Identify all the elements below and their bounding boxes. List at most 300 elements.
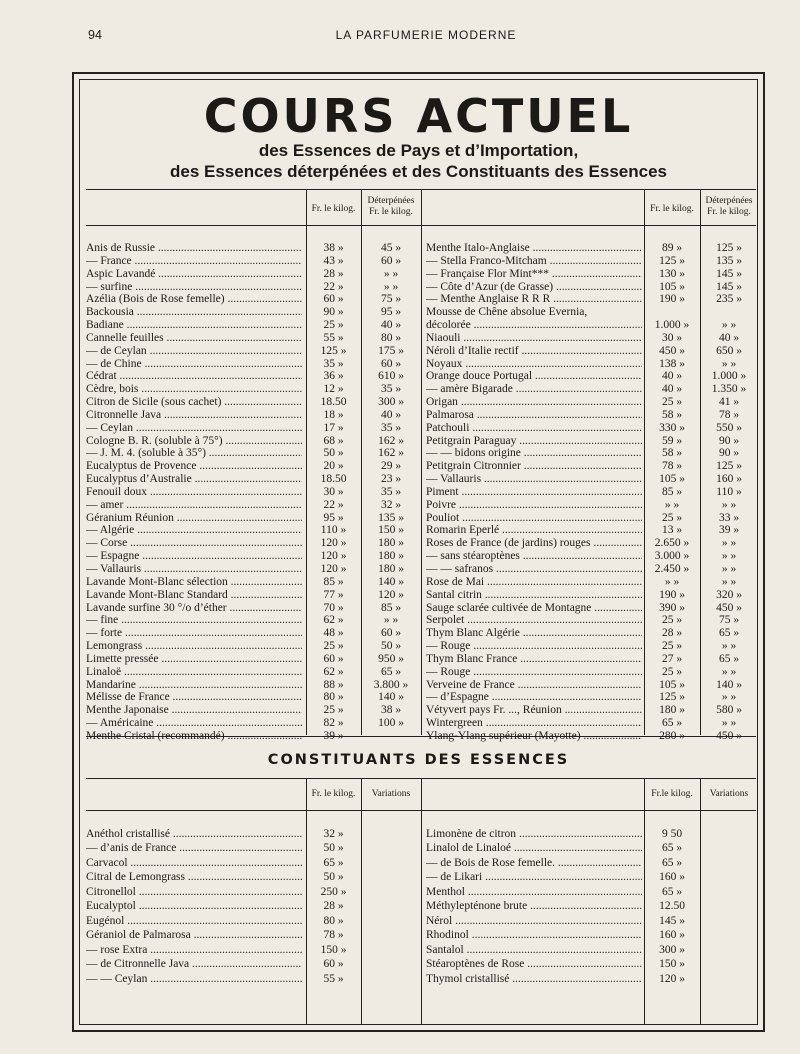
- item-deterpenated-price: 550 »: [716, 421, 742, 434]
- item-price: 40 »: [661, 370, 683, 383]
- item-deterpenated-price: 125 »: [716, 242, 742, 254]
- item-deterpenated-price: 160 »: [716, 473, 742, 486]
- item-deterpenated-price: 23 »: [380, 473, 402, 486]
- item-name: — Algérie .....: [86, 523, 302, 537]
- item-price: 90 »: [323, 306, 344, 319]
- col-header-price: Fr. le kilog.: [650, 204, 694, 214]
- item-name: Mélisse de France .....: [86, 690, 302, 704]
- item-price: 25 »: [661, 511, 683, 524]
- item-price: » »: [664, 498, 680, 511]
- table-row: [86, 928, 361, 942]
- item-name: décolorée .....: [426, 318, 642, 332]
- item-deterpenated-price: 35 »: [380, 383, 402, 396]
- item-deterpenated-price: 85 »: [380, 601, 402, 614]
- item-price: 2.650 »: [654, 537, 690, 550]
- item-deterpenated-price: » »: [721, 498, 737, 511]
- item-name: — Rouge .....: [426, 639, 642, 653]
- table-row: [86, 885, 361, 899]
- item-price: 105 »: [659, 280, 685, 293]
- item-name: — Corse .....: [86, 536, 302, 550]
- item-price: 88 »: [323, 678, 344, 691]
- item-deterpenated-price: 40 »: [718, 331, 740, 344]
- item-price: 25 »: [323, 640, 344, 653]
- item-name: Nérol .....: [426, 914, 642, 928]
- item-price: 35 »: [323, 357, 344, 370]
- item-deterpenated-price: 950 »: [378, 652, 404, 665]
- main-title: COURS ACTUEL: [203, 89, 634, 143]
- item-name: — Vallauris .....: [86, 562, 302, 576]
- item-name: Géraniol de Palmarosa .....: [86, 928, 302, 942]
- table-row: [426, 856, 700, 870]
- item-name: Serpolet .....: [426, 613, 642, 627]
- item-price: 60 »: [323, 652, 344, 665]
- item-deterpenated-price: 135 »: [716, 254, 742, 267]
- item-price: 85 »: [661, 485, 683, 498]
- item-price: 65 »: [323, 856, 344, 869]
- item-name: Carvacol .....: [86, 856, 302, 870]
- item-name: Azélia (Bois de Rose femelle) .....: [86, 292, 302, 306]
- item-name: Eucalyptus de Provence .....: [86, 459, 302, 473]
- item-name: Lavande surfine 30 °/o d’éther .....: [86, 601, 302, 615]
- table-row: [86, 827, 361, 841]
- item-name: — de Citronnelle Java .....: [86, 957, 302, 971]
- constituants-title: CONSTITUANTS DES ESSENCES: [267, 752, 570, 768]
- table-row: [426, 972, 700, 986]
- col-divider: [361, 778, 362, 1024]
- item-name: Thymol cristallisé .....: [426, 972, 642, 986]
- item-price: 25 »: [661, 640, 683, 653]
- item-name: Niaouli .....: [426, 331, 642, 345]
- item-deterpenated-price: 60 »: [380, 357, 402, 370]
- table-row: [86, 841, 361, 855]
- table-row: [426, 943, 700, 957]
- item-deterpenated-price: » »: [721, 550, 737, 563]
- item-deterpenated-price: 145 »: [716, 267, 742, 280]
- item-price: 25 »: [661, 614, 683, 627]
- item-deterpenated-price: 40 »: [380, 319, 402, 332]
- item-name: Aspic Lavandé .....: [86, 267, 302, 281]
- item-price: 62 »: [323, 614, 344, 627]
- item-name: Eucalyptus d’Australie .....: [86, 472, 302, 486]
- item-name: Wintergreen .....: [426, 716, 642, 730]
- item-deterpenated-price: 450 »: [716, 729, 742, 742]
- item-price: 28 »: [661, 627, 683, 640]
- item-deterpenated-price: 41 »: [718, 396, 740, 409]
- item-deterpenated-price: 125 »: [716, 460, 742, 473]
- item-deterpenated-price: » »: [721, 357, 737, 370]
- col-header-price: Fr. le kilog.: [311, 204, 356, 214]
- item-price: 50 »: [323, 842, 344, 855]
- item-deterpenated-price: 650 »: [716, 344, 742, 357]
- item-deterpenated-price: 38 »: [380, 704, 402, 717]
- item-price: 13 »: [661, 524, 683, 537]
- item-deterpenated-price: 140 »: [716, 678, 742, 691]
- item-name: Menthe Japonaise .....: [86, 703, 302, 717]
- item-name: — Ceylan .....: [86, 421, 302, 435]
- item-price: 130 »: [659, 267, 685, 280]
- item-price: 145 »: [659, 914, 685, 927]
- col-divider: [421, 189, 422, 735]
- table-row: [426, 899, 700, 913]
- item-price: 58 »: [661, 447, 683, 460]
- col-header-variations: Variations: [371, 789, 411, 799]
- item-deterpenated-price: » »: [721, 563, 737, 575]
- item-deterpenated-price: 450 »: [716, 601, 742, 614]
- item-deterpenated-price: 90 »: [718, 447, 740, 460]
- section-rule: [86, 736, 756, 737]
- item-price: 85 »: [323, 575, 344, 588]
- item-deterpenated-price: 1.000 »: [711, 370, 747, 383]
- table-row: [426, 827, 700, 841]
- item-price: 40 »: [661, 383, 683, 396]
- item-name: Origan .....: [426, 395, 642, 409]
- item-price: 32 »: [323, 828, 344, 840]
- item-name: — — Ceylan .....: [86, 972, 302, 986]
- item-deterpenated-price: 180 »: [378, 537, 404, 550]
- item-deterpenated-price: 40 »: [380, 408, 402, 421]
- item-price: 105 »: [659, 473, 685, 486]
- item-price: 125 »: [659, 691, 685, 704]
- item-deterpenated-price: » »: [721, 640, 737, 653]
- item-deterpenated-price: 140 »: [378, 575, 404, 588]
- item-name: — Côte d’Azur (de Grasse) .....: [426, 280, 642, 294]
- item-deterpenated-price: 35 »: [380, 485, 402, 498]
- item-price: 25 »: [323, 704, 344, 717]
- item-deterpenated-price: » »: [721, 319, 737, 332]
- item-price: 80 »: [323, 914, 344, 927]
- item-name: — amer .....: [86, 498, 302, 512]
- subtitle-line-2: des Essences déterpénées et des Constituants des Essences: [169, 162, 667, 181]
- item-deterpenated-price: 60 »: [380, 627, 402, 640]
- table-row: [426, 914, 700, 928]
- item-price: 80 »: [323, 691, 344, 704]
- subtitle-line-1: des Essences de Pays et d’Importation,: [258, 141, 579, 160]
- item-price: 27 »: [661, 652, 683, 665]
- col-header-variations: Variations: [709, 789, 749, 799]
- item-name: — — safranos .....: [426, 562, 642, 576]
- item-deterpenated-price: 300 »: [378, 396, 404, 409]
- item-price: 55 »: [323, 972, 344, 985]
- item-name: Noyaux .....: [426, 357, 642, 371]
- item-deterpenated-price: » »: [721, 691, 737, 704]
- item-price: 55 »: [323, 331, 344, 344]
- item-name: Ylang-Ylang supérieur (Mayotte) .....: [426, 729, 642, 743]
- item-deterpenated-price: 162 »: [378, 434, 404, 447]
- item-name: Limette pressée .....: [86, 652, 302, 666]
- item-name: Lavande Mont-Blanc Standard .....: [86, 588, 302, 602]
- col-divider: [700, 778, 701, 1024]
- page-header: [86, 28, 766, 44]
- item-deterpenated-price: » »: [721, 717, 737, 730]
- table-row: [426, 870, 700, 884]
- item-name: — Rouge .....: [426, 665, 642, 679]
- item-deterpenated-price: 120 »: [378, 588, 404, 601]
- item-name: Vétyvert pays Fr. ..., Réunion .....: [426, 703, 642, 717]
- item-price: 160 »: [659, 871, 685, 884]
- item-price: 150 »: [320, 943, 347, 956]
- item-deterpenated-price: 90 »: [718, 434, 740, 447]
- item-price: 20 »: [323, 460, 344, 473]
- table-row: [426, 841, 700, 855]
- item-deterpenated-price: 78 »: [718, 408, 740, 421]
- item-deterpenated-price: 60 »: [380, 254, 402, 267]
- item-deterpenated-price: 100 »: [378, 717, 404, 730]
- table-row: [426, 957, 700, 971]
- item-deterpenated-price: 135 »: [378, 511, 404, 524]
- item-price: 9 50: [661, 828, 683, 840]
- item-name: Rhodinol .....: [426, 928, 642, 942]
- item-name: Stéaroptènes de Rose .....: [426, 957, 642, 971]
- item-deterpenated-price: 75 »: [380, 293, 402, 306]
- item-deterpenated-price: 145 »: [716, 280, 742, 293]
- item-deterpenated-price: 65 »: [718, 627, 740, 640]
- item-name: Citral de Lemongrass .....: [86, 870, 302, 884]
- item-price: » »: [664, 575, 680, 588]
- item-price: 78 »: [661, 460, 683, 473]
- item-price: 1.000 »: [654, 319, 690, 332]
- item-price: 48 »: [323, 627, 344, 640]
- item-name: Eugénol .....: [86, 914, 302, 928]
- item-name: Cannelle feuilles .....: [86, 331, 302, 345]
- col-divider: [421, 778, 422, 1024]
- item-price: 18.50: [320, 473, 347, 486]
- item-price: 70 »: [323, 601, 344, 614]
- item-name: — Américaine .....: [86, 716, 302, 730]
- item-name: Verveine de France .....: [426, 678, 642, 692]
- table-row: [86, 899, 361, 913]
- item-deterpenated-price: 75 »: [718, 614, 740, 627]
- item-deterpenated-price: 180 »: [378, 550, 404, 563]
- item-price: 60 »: [323, 293, 344, 306]
- item-name: Linalol de Linaloé .....: [426, 841, 642, 855]
- item-name: Lemongrass .....: [86, 639, 302, 653]
- item-price: 82 »: [323, 717, 344, 730]
- item-name: — sans stéaroptènes .....: [426, 549, 642, 563]
- item-name: — Vallauris .....: [426, 472, 642, 486]
- item-name: — J. M. 4. (soluble à 35°) .....: [86, 446, 302, 460]
- col-header-price: Fr.le kilog.: [651, 789, 693, 799]
- table-row: [86, 972, 361, 986]
- item-price: 30 »: [323, 485, 344, 498]
- item-deterpenated-price: » »: [721, 575, 737, 588]
- table-row: [86, 943, 361, 957]
- item-price: 12.50: [659, 900, 685, 913]
- item-name: Cologne B. R. (soluble à 75°) .....: [86, 434, 302, 448]
- item-name: Santal citrin .....: [426, 588, 642, 602]
- item-price: 180 »: [659, 704, 685, 717]
- item-price: 2.450 »: [654, 563, 690, 575]
- item-deterpenated-price: 50 »: [380, 640, 402, 653]
- item-deterpenated-price: 95 »: [380, 306, 402, 319]
- item-name: Géranium Réunion .....: [86, 511, 302, 525]
- item-deterpenated-price: 110 »: [716, 485, 742, 498]
- item-name: Romarin Eperlé .....: [426, 523, 642, 537]
- item-name: Néroli d’Italie rectif .....: [426, 344, 642, 358]
- item-name: Citronnelle Java .....: [86, 408, 302, 422]
- item-price: 89 »: [661, 242, 683, 254]
- item-name: Menthe Cristal (recommandé) .....: [86, 729, 302, 743]
- item-price: 77 »: [323, 588, 344, 601]
- item-deterpenated-price: 175 »: [378, 344, 404, 357]
- item-price: 18 »: [323, 408, 344, 421]
- item-name: Thym Blanc Algérie .....: [426, 626, 642, 640]
- item-price: 110 »: [320, 524, 347, 537]
- item-price: 78 »: [323, 929, 344, 942]
- item-price: 28 »: [323, 900, 344, 913]
- item-price: 18.50: [320, 396, 347, 409]
- item-name: — — bidons origine .....: [426, 446, 642, 460]
- item-name: Cédrat .....: [86, 369, 302, 383]
- item-name: Sauge sclarée cultivée de Montagne .....: [426, 601, 642, 615]
- item-deterpenated-price: » »: [383, 280, 399, 293]
- item-price: 43 »: [323, 254, 344, 267]
- item-price: 65 »: [661, 856, 683, 869]
- item-name: Anéthol cristallisé .....: [86, 827, 302, 841]
- running-title: LA PARFUMERIE MODERNE: [335, 28, 517, 42]
- item-price: 95 »: [323, 511, 344, 524]
- item-deterpenated-price: 1.350 »: [711, 383, 747, 396]
- item-name: Petitgrain Paraguay .....: [426, 434, 642, 448]
- item-deterpenated-price: 35 »: [380, 421, 402, 434]
- item-price: 39 »: [323, 729, 344, 742]
- table-row: [86, 914, 361, 928]
- item-name: — forte .....: [86, 626, 302, 640]
- item-price: 390 »: [659, 601, 685, 614]
- item-name: Fenouil doux .....: [86, 485, 302, 499]
- item-price: 150 »: [659, 958, 685, 971]
- item-name: — amère Bigarade .....: [426, 382, 642, 396]
- table-row: [426, 928, 700, 942]
- item-name: — de Likari .....: [426, 870, 642, 884]
- item-name: — de Ceylan .....: [86, 344, 302, 358]
- item-name: — Stella Franco-Mitcham .....: [426, 254, 642, 268]
- item-price: 50 »: [323, 447, 344, 460]
- item-price: 38 »: [323, 242, 344, 254]
- item-deterpenated-price: 150 »: [378, 524, 404, 537]
- item-name: Roses de France (de jardins) rouges .....: [426, 536, 642, 550]
- item-deterpenated-price: 33 »: [718, 511, 740, 524]
- item-name: — Espagne .....: [86, 549, 302, 563]
- col-header-deterpenated: Déterpénées Fr. le kilog.: [705, 196, 753, 217]
- item-price: 65 »: [661, 885, 683, 898]
- table-row: [426, 885, 700, 899]
- item-name: Anis de Russie .....: [86, 241, 302, 255]
- item-price: 62 »: [323, 665, 344, 678]
- table-row: [86, 856, 361, 870]
- item-deterpenated-price: 65 »: [718, 652, 740, 665]
- col-header-price: Fr. le kilog.: [311, 789, 356, 799]
- item-price: 190 »: [659, 588, 685, 601]
- item-price: 12 »: [323, 383, 344, 396]
- item-price: 105 »: [659, 678, 685, 691]
- item-price: 58 »: [661, 408, 683, 421]
- item-price: 50 »: [323, 871, 344, 884]
- item-name: — France .....: [86, 254, 302, 268]
- item-deterpenated-price: 180 »: [378, 563, 404, 575]
- item-name: Badiane .....: [86, 318, 302, 332]
- item-deterpenated-price: » »: [721, 537, 737, 550]
- item-name: Poivre .....: [426, 498, 642, 512]
- item-price: 59 »: [661, 434, 683, 447]
- item-name: — surfine .....: [86, 280, 302, 294]
- item-name: Petitgrain Citronnier .....: [426, 459, 642, 473]
- item-price: 68 »: [323, 434, 344, 447]
- item-price: 280 »: [659, 729, 685, 742]
- item-price: 30 »: [661, 331, 683, 344]
- item-price: 28 »: [323, 267, 344, 280]
- item-price: 22 »: [323, 280, 344, 293]
- item-name: Mousse de Chêne absolue Evernia,: [426, 306, 588, 319]
- item-name: Patchouli .....: [426, 421, 642, 435]
- item-deterpenated-price: » »: [721, 665, 737, 678]
- item-name: — de Chine .....: [86, 357, 302, 371]
- item-name: Linaloë .....: [86, 665, 302, 679]
- item-deterpenated-price: 140 »: [378, 691, 404, 704]
- item-price: 300 »: [659, 943, 685, 956]
- item-deterpenated-price: » »: [383, 267, 399, 280]
- item-name: Menthe Italo-Anglaise .....: [426, 241, 642, 255]
- item-name: Cèdre, bois .....: [86, 382, 302, 396]
- item-name: Palmarosa .....: [426, 408, 642, 422]
- item-name: Orange douce Portugal .....: [426, 369, 642, 383]
- item-deterpenated-price: 610 »: [378, 370, 404, 383]
- item-price: 250 »: [320, 885, 347, 898]
- item-name: — de Bois de Rose femelle. .....: [426, 856, 642, 870]
- item-price: 138 »: [659, 357, 685, 370]
- item-name: Santalol .....: [426, 943, 642, 957]
- item-deterpenated-price: » »: [383, 614, 399, 627]
- item-name: Citron de Sicile (sous cachet) .....: [86, 395, 302, 409]
- item-name: — Menthe Anglaise R R R .....: [426, 292, 642, 306]
- item-price: 60 »: [323, 958, 344, 971]
- item-name: Limonène de citron .....: [426, 827, 642, 841]
- item-name: Thym Blanc France .....: [426, 652, 642, 666]
- item-name: — Française Flor Mint*** .....: [426, 267, 642, 281]
- item-deterpenated-price: 3.800 »: [373, 678, 409, 691]
- item-price: 65 »: [661, 842, 683, 855]
- item-price: 450 »: [659, 344, 685, 357]
- page-number: 94: [88, 28, 102, 42]
- item-price: 125 »: [320, 344, 347, 357]
- item-name: Citronellol .....: [86, 885, 302, 899]
- item-name: Lavande Mont-Blanc sélection .....: [86, 575, 302, 589]
- item-price: 190 »: [659, 293, 685, 306]
- item-deterpenated-price: 162 »: [378, 447, 404, 460]
- item-price: 160 »: [659, 929, 685, 942]
- item-deterpenated-price: 29 »: [380, 460, 402, 473]
- item-price: 25 »: [323, 319, 344, 332]
- item-name: — d’Espagne .....: [426, 690, 642, 704]
- item-deterpenated-price: 65 »: [380, 665, 402, 678]
- table-row: [86, 870, 361, 884]
- item-deterpenated-price: 32 »: [380, 498, 402, 511]
- item-price: 330 »: [659, 421, 685, 434]
- item-price: 125 »: [659, 254, 685, 267]
- item-price: 120 »: [320, 563, 347, 575]
- item-deterpenated-price: 39 »: [718, 524, 740, 537]
- item-price: 17 »: [323, 421, 344, 434]
- item-name: Mandarine .....: [86, 678, 302, 692]
- item-name: Rose de Mai .....: [426, 575, 642, 589]
- item-price: 25 »: [661, 396, 683, 409]
- item-name: Eucalyptol .....: [86, 899, 302, 913]
- table-row: [86, 957, 361, 971]
- item-price: 3.000 »: [654, 550, 690, 563]
- item-name: — rose Extra .....: [86, 943, 302, 957]
- item-deterpenated-price: 235 »: [716, 293, 742, 306]
- item-price: 120 »: [320, 550, 347, 563]
- item-price: 120 »: [659, 972, 685, 985]
